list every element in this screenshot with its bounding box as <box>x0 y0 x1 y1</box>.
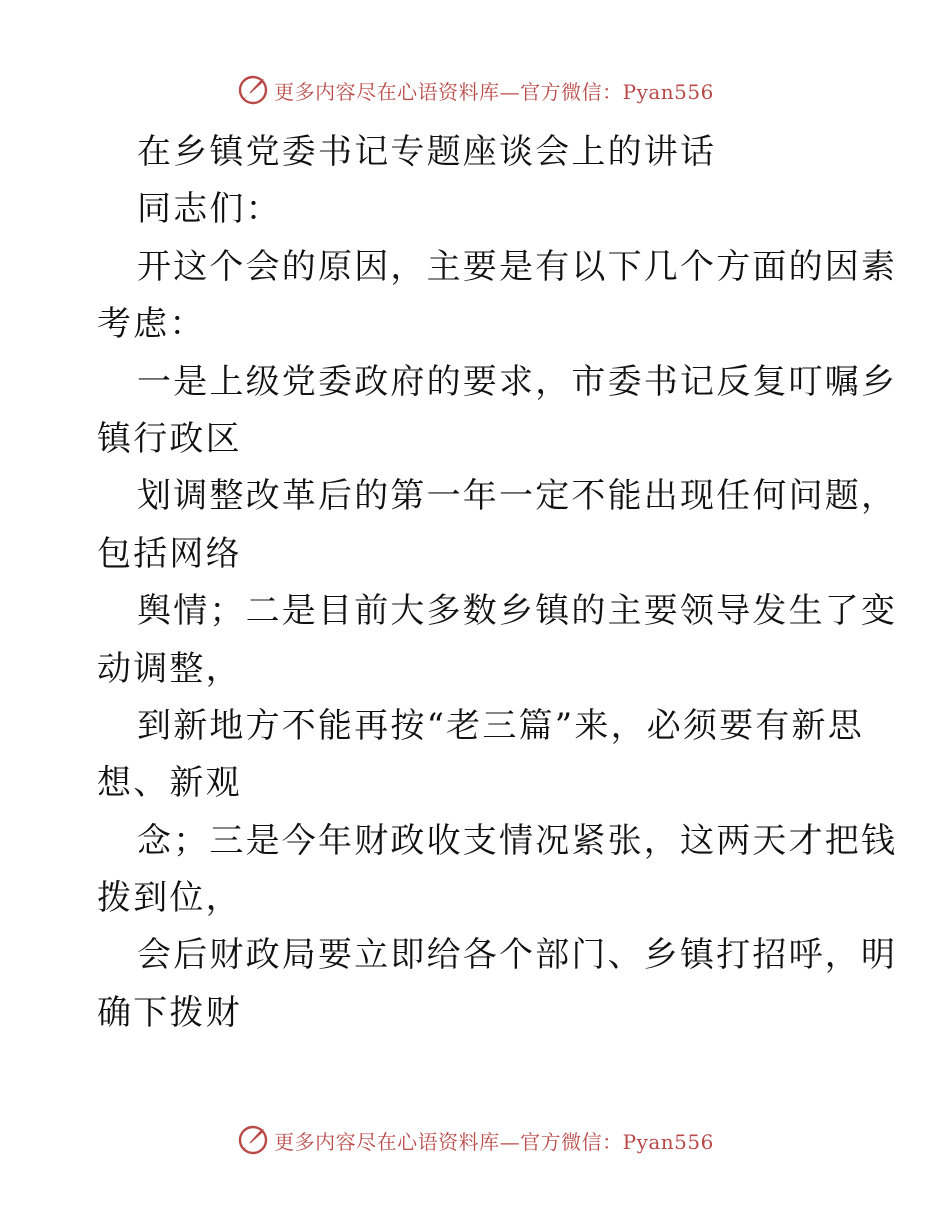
text-line: 念；三是今年财政收支情况紧张，这两天才把钱 <box>137 820 898 861</box>
text-line: 开这个会的原因，主要是有以下几个方面的因素 <box>137 246 898 287</box>
quill-logo-icon <box>236 1123 270 1157</box>
text-line: 舆情；二是目前大多数乡镇的主要领导发生了变 <box>137 591 898 632</box>
text-line: 想、新观 <box>97 763 242 804</box>
text-line: 动调整， <box>97 648 242 689</box>
text-line: 考虑： <box>97 304 206 345</box>
text-line: 到新地方不能再按“老三篇”来，必须要有新思 <box>137 705 864 746</box>
text-line: 镇行政区 <box>97 418 242 459</box>
text-line: 包括网络 <box>97 533 242 574</box>
document-body <box>97 124 898 1042</box>
banner-text: 更多内容尽在心语资料库—官方微信：Pyan556 <box>274 79 714 104</box>
footer-banner <box>0 1120 950 1160</box>
text-line: 同志们： <box>137 189 282 230</box>
text-line: 会后财政局要立即给各个部门、乡镇打招呼，明 <box>137 935 898 976</box>
header-banner <box>0 70 950 110</box>
text-line: 确下拨财 <box>97 992 242 1033</box>
text-line: 拨到位， <box>97 878 242 919</box>
text-line: 一是上级党委政府的要求，市委书记反复叮嘱乡 <box>137 361 898 402</box>
banner-text: 更多内容尽在心语资料库—官方微信：Pyan556 <box>274 1129 714 1154</box>
quill-logo-icon <box>236 73 270 107</box>
text-line: 划调整改革后的第一年一定不能出现任何问题， <box>137 476 898 517</box>
speech-title: 在乡镇党委书记专题座谈会上的讲话 <box>137 132 717 172</box>
